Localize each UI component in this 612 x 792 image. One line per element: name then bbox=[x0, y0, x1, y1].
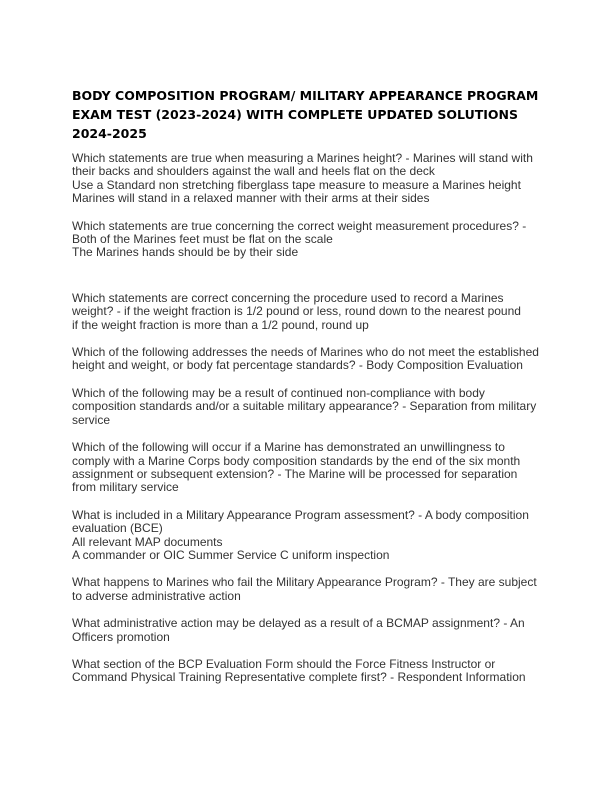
qa-line: What administrative action may be delayed as a result of a BCMAP assignment? - An Officers promotion bbox=[72, 616, 525, 644]
qa-line: All relevant MAP documents bbox=[72, 534, 223, 549]
qa-item bbox=[72, 576, 542, 603]
qa-line: Which of the following will occur if a Marine has demonstrated an unwillingness to comply with a Marine Corps body composition standards by the end of the six month assignment or subsequent extension? - The Marine will be processed for separation from military service bbox=[72, 440, 521, 495]
qa-line: A commander or OIC Summer Service C uniform inspection bbox=[72, 547, 390, 562]
qa-item bbox=[72, 346, 542, 373]
qa-line: What happens to Marines who fail the Military Appearance Program? - They are subject to adverse administrative action bbox=[72, 575, 537, 603]
qa-line: What is included in a Military Appearance Program assessment? - A body composition evaluation (BCE) bbox=[72, 507, 529, 536]
qa-line: The Marines hands should be by their side bbox=[72, 245, 299, 260]
qa-item bbox=[72, 658, 542, 685]
qa-item bbox=[72, 292, 542, 332]
qa-item bbox=[72, 441, 542, 495]
document-page bbox=[72, 86, 542, 699]
qa-line: Which of the following addresses the needs of Marines who do not meet the established height and weight, or body fat percentage standards? - Body Composition Evaluation bbox=[72, 345, 539, 373]
document-title: BODY COMPOSITION PROGRAM/ MILITARY APPEARANCE PROGRAM EXAM TEST (2023-2024) WITH COMPLETE UPDATED SOLUTIONS 2024-2025 bbox=[72, 88, 539, 141]
qa-line: What section of the BCP Evaluation Form should the Force Fitness Instructor or Command Physical Training Representative complete first? - Respondent Information bbox=[72, 656, 526, 685]
qa-item bbox=[72, 387, 542, 427]
qa-line: Which statements are true when measuring a Marines height? - Marines will stand with their backs and shoulders against the wall and heels flat on the deck bbox=[72, 151, 533, 179]
qa-line: Which statements are true concerning the correct weight measurement procedures? - Both of the Marines feet must be flat on the scale bbox=[72, 218, 527, 247]
qa-item bbox=[72, 509, 542, 563]
qa-line: Which of the following may be a result of continued non-compliance with body composition standards and/or a suitable military appearance? - Separation from military service bbox=[72, 385, 537, 427]
qa-line: Marines will stand in a relaxed manner with their arms at their sides bbox=[72, 191, 430, 206]
qa-item bbox=[72, 220, 542, 260]
qa-item bbox=[72, 617, 542, 644]
qa-line: Which statements are correct concerning the procedure used to record a Marines weight? - if the weight fraction is 1/2 pound or less, round down to the nearest pound bbox=[72, 290, 521, 319]
qa-item bbox=[72, 152, 542, 206]
qa-line: if the weight fraction is more than a 1/2 pound, round up bbox=[72, 317, 369, 332]
qa-line: Use a Standard non stretching fiberglass tape measure to measure a Marines height bbox=[72, 177, 521, 192]
